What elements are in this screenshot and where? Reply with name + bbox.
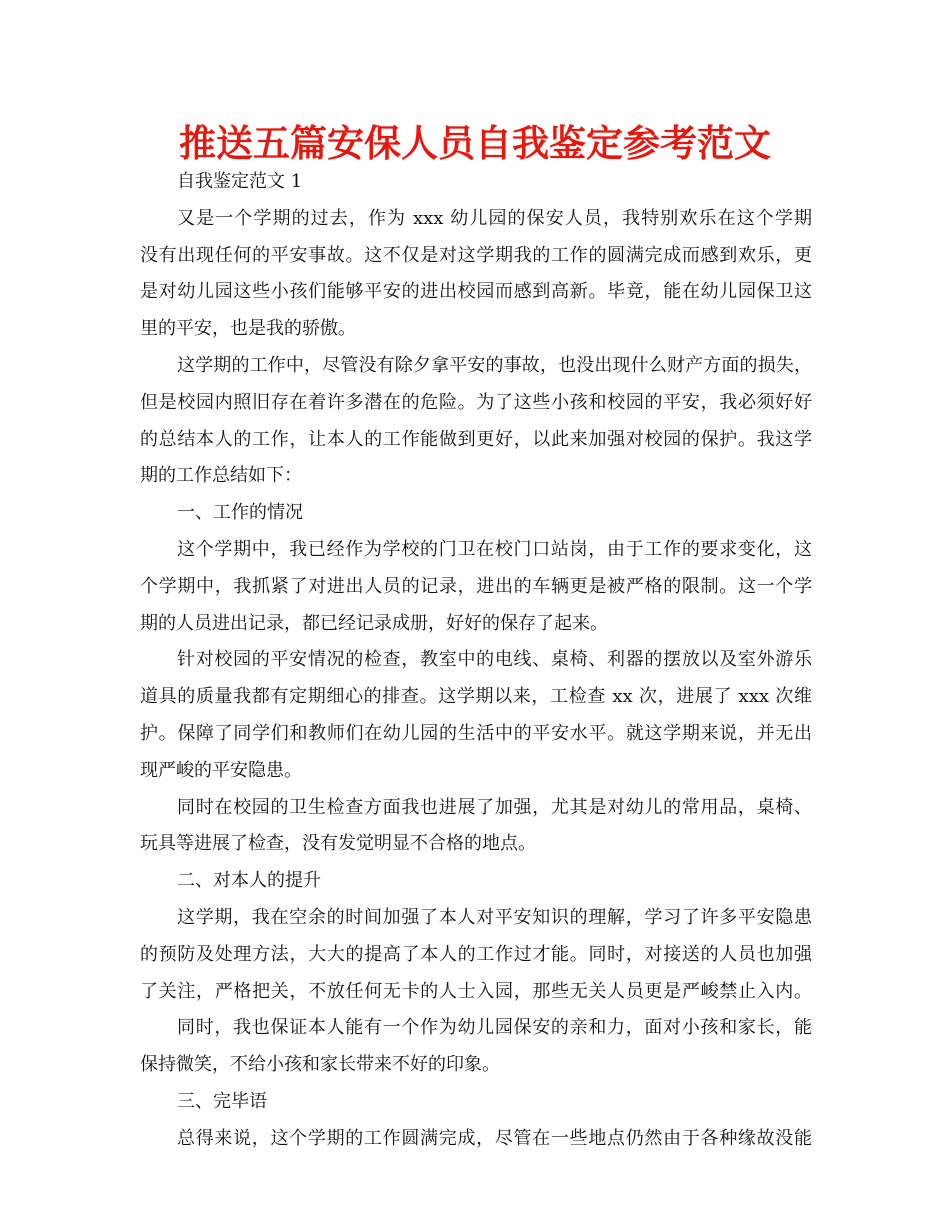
text-line: 没有出现任何的平安事故。这不仅是对这学期我的工作的圆满完成而感到欢乐，更 (140, 244, 812, 266)
text-line: 保持微笑，不给小孩和家长带来不好的印象。 (140, 1054, 500, 1076)
text-line: 针对校园的平安情况的检查，教室中的电线、桌椅、利器的摆放以及室外游乐 (177, 649, 812, 671)
text-line: 自我鉴定范文 1 (177, 171, 303, 192)
text-line: 的预防及处理方法，大大的提高了本人的工作过才能。同时，对接送的人员也加强 (140, 943, 812, 965)
text-line: 三、完毕语 (177, 1090, 267, 1112)
text-line: 是对幼儿园这些小孩们能够平安的进出校园而感到高新。毕竟，能在幼儿园保卫这 (140, 281, 812, 303)
text-line: 里的平安，也是我的骄傲。 (140, 318, 356, 340)
text-line: 个学期中，我抓紧了对进出人员的记录，进出的车辆更是被严格的限制。这一个学 (140, 575, 812, 597)
document-title: 推送五篇安保人员自我鉴定参考范文 (179, 122, 771, 165)
text-line: 玩具等进展了检查，没有发觉明显不合格的地点。 (140, 833, 536, 855)
text-line: 期的人员进出记录，都已经记录成册，好好的保存了起来。 (140, 612, 608, 634)
text-line: 这学期的工作中，尽管没有除夕拿平安的事故，也没出现什么财产方面的损失， (177, 354, 812, 376)
text-line: 又是一个学期的过去，作为 xxx 幼儿园的保安人员，我特别欢乐在这个学期 (177, 207, 812, 229)
text-line: 护。保障了同学们和教师们在幼儿园的生活中的平安水平。就这学期来说，并无出 (140, 722, 812, 744)
text-line: 这学期，我在空余的时间加强了本人对平安知识的理解，学习了许多平安隐患 (177, 906, 812, 928)
text-line: 了关注，严格把关，不放任何无卡的人士入园，那些无关人员更是严峻禁止入内。 (140, 980, 812, 1002)
text-line: 同时，我也保证本人能有一个作为幼儿园保安的亲和力，面对小孩和家长，能 (177, 1017, 812, 1039)
text-line: 二、对本人的提升 (177, 870, 321, 892)
text-line: 总得来说，这个学期的工作圆满完成，尽管在一些地点仍然由于各种缘故没能 (177, 1127, 812, 1149)
document-body (140, 164, 812, 1158)
text-line: 的总结本人的工作，让本人的工作能做到更好，以此来加强对校园的保护。我这学 (140, 428, 812, 450)
text-line: 同时在校园的卫生检查方面我也进展了加强，尤其是对幼儿的常用品，桌椅、 (177, 796, 812, 818)
text-line: 期的工作总结如下： (140, 465, 302, 487)
text-line: 但是校园内照旧存在着许多潜在的危险。为了这些小孩和校园的平安，我必须好好 (140, 391, 812, 413)
text-line: 道具的质量我都有定期细心的排查。这学期以来，工检查 xx 次，进展了 xxx 次维 (140, 686, 812, 708)
text-line: 这个学期中，我已经作为学校的门卫在校门口站岗，由于工作的要求变化，这 (177, 538, 812, 560)
text-line: 一、工作的情况 (177, 502, 303, 524)
text-line: 现严峻的平安隐患。 (140, 759, 302, 781)
